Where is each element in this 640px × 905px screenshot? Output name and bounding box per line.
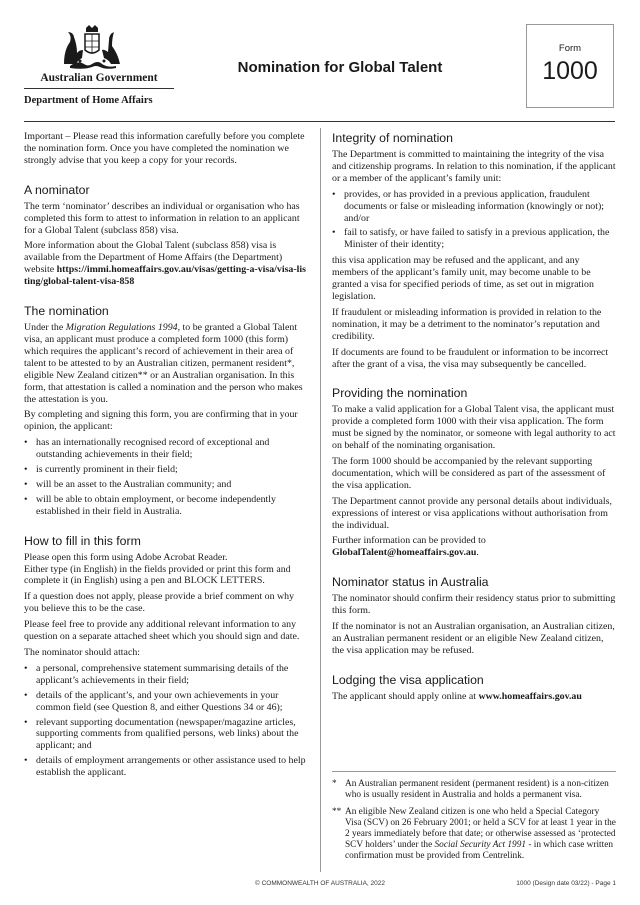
list-item: • will be an asset to the Australian community; and: [24, 479, 306, 491]
contact-email-link[interactable]: GlobalTalent@homeaffairs.gov.au: [332, 547, 477, 559]
status-heading: Nominator status in Australia: [332, 575, 489, 590]
attach-list: [24, 663, 306, 779]
department-name: Department of Home Affairs: [24, 95, 153, 106]
visa-info-link[interactable]: https://immi.homeaffairs.gov.au/visas/getting-a-visa/visa-listing/global-talent-visa-858: [24, 264, 306, 288]
integrity-paragraph: The Department is committed to maintaining the integrity of the visa and citizenship programs. In relation to this nomination, if the applicant or a member of the applicant’s family unit:: [332, 149, 616, 184]
refusal-paragraph: this visa application may be refused and the applicant, and any members of the applicant’s family unit, may become unable to be granted a visa for specified periods of time, as set out in migration legislation.: [332, 255, 594, 302]
page-info: 1000 (Design date 03/22) - Page 1: [516, 880, 616, 887]
providing-heading: Providing the nomination: [332, 386, 468, 401]
list-item: • provides, or has provided in a previous application, fraudulent documents or false or misleading information (knowingly or not); and/or: [332, 189, 616, 225]
status-refusal-paragraph: If the nominator is not an Australian organisation, an Australian citizen, an Australian permanent resident or an eligible New Zealand citizen, the visa application may be refused.: [332, 621, 615, 656]
the-nomination-heading: The nomination: [24, 304, 109, 319]
cancellation-paragraph: If documents are found to be fraudulent or information to be incorrect after the grant of a visa, the visa may subsequently be cancelled.: [332, 346, 609, 370]
how-to-fill-heading: How to fill in this form: [24, 533, 141, 548]
government-name: Australian Government: [40, 72, 158, 84]
list-item: • will be able to obtain employment, or become independently established in their field in Australia.: [24, 494, 306, 518]
nominator-info-paragraph: More information about the Global Talent (subclass 858) visa is available from the Department of Home Affairs (the Department) website https://immi.homeaffairs.gov.au/visas/getting-a-visa/visa-listing/global-talent-visa-858: [24, 240, 306, 288]
privacy-paragraph: The Department cannot provide any personal details about individuals, expressions of interest or visa applications without authorisation from the individual.: [332, 495, 612, 531]
copyright-text: © COMMONWEALTH OF AUSTRALIA, 2022: [255, 880, 385, 887]
list-item: • details of the applicant’s, and your own achievements in your common field (see Question 8, and either Questions 34 or 46);: [24, 690, 306, 714]
coat-of-arms-icon: [56, 24, 128, 72]
providing-paragraph: To make a valid application for a Global Talent visa, the applicant must provide a completed form 1000 with their visa application. The form must be signed by the nominator, or someone with legal authority to act on behalf of the nominating organisation.: [332, 404, 616, 452]
integrity-heading: Integrity of nomination: [332, 131, 453, 145]
form-title: Nomination for Global Talent: [237, 59, 443, 76]
how-to-fill-paragraph: Please open this form using Adobe Acrobat Reader. Either type (in English) in the fields provided or print this form and complete it (in English) using a pen and BLOCK LETTERS.: [24, 551, 291, 587]
confirmation-paragraph: By completing and signing this form, you are confirming that in your opinion, the applicant:: [24, 409, 298, 433]
status-paragraph: The nominator should confirm their residency status prior to submitting this form.: [332, 593, 616, 617]
lodging-heading: Lodging the visa application: [332, 672, 484, 687]
not-applicable-paragraph: If a question does not apply, please provide a brief comment on why you believe this to be the case.: [24, 591, 295, 615]
the-nomination-paragraph: Under the Migration Regulations 1994, to be granted a Global Talent visa, an applicant must produce a completed form 1000 (this form) which requires the applicant’s record of achievement in their area of talent to be attested to by an Australian citizen, permanent resident*, eligible New Zealand citizen** or an Australian organisation. In this form, that attestation is called a nomination and the person who makes the attestation is you.: [24, 322, 303, 405]
attach-paragraph: The nominator should attach:: [24, 647, 141, 658]
nominator-paragraph: The term ‘nominator’ describes an individual or organisation who has completed this form to attest to information in relation to an applicant for a Global Talent (subclass 858) visa.: [24, 200, 300, 236]
form-number-box: [526, 24, 614, 108]
integrity-list: [332, 189, 616, 252]
list-item: • is currently prominent in their field;: [24, 464, 306, 476]
government-name-rule: [24, 88, 174, 89]
form-number: 1000: [542, 57, 598, 85]
column-divider: [320, 128, 321, 872]
list-item: • details of employment arrangements or other assistance used to help establish the applicant.: [24, 755, 306, 779]
list-item: • relevant supporting documentation (newspaper/magazine articles, supporting comments from qualified persons, web links) about the applicant; and: [24, 717, 306, 753]
further-info-paragraph: Further information can be provided to GlobalTalent@homeaffairs.gov.au.: [332, 535, 486, 559]
form-label: Form: [558, 43, 582, 54]
left-column: [24, 131, 306, 783]
footnote-permanent-resident: * An Australian permanent resident (permanent resident) is a non-citizen who is usually resident in Australia and holds a permanent visa.: [332, 779, 609, 800]
list-item: • has an internationally recognised record of exceptional and outstanding achievements in their field;: [24, 437, 306, 461]
footnote-nz-citizen: ** An eligible New Zealand citizen is one who held a Special Category Visa (SCV) on 26 February 2001; or held a SCV for at least 1 year in the 2 years immediately before that date; or otherwise assessed as ‘protected SCV holders’ under the Social Security Act 1991 - in which case written confirmation must be provided from Centrelink.: [332, 807, 616, 861]
nominator-heading: A nominator: [24, 182, 90, 197]
right-column: [332, 131, 616, 707]
confirmation-list: [24, 437, 306, 517]
additional-info-paragraph: Please feel free to provide any additional relevant information to any question on a separate attached sheet which you should sign and date.: [24, 619, 300, 643]
lodging-paragraph: The applicant should apply online at www.homeaffairs.gov.au: [332, 690, 582, 702]
homeaffairs-link[interactable]: www.homeaffairs.gov.au: [478, 690, 582, 702]
intro-paragraph: Important – Please read this information carefully before you complete the nomination form. Once you have completed the nomination we strongly advise that you keep a copy for your records.: [24, 131, 305, 166]
supporting-docs-paragraph: The form 1000 should be accompanied by the relevant supporting documentation, which will be considered as part of the assessment of the visa application.: [332, 456, 606, 491]
footnotes: [332, 771, 616, 868]
page-header: [0, 0, 640, 122]
list-item: • a personal, comprehensive statement summarising details of the applicant’s achievements in their field;: [24, 663, 306, 687]
list-item: • fail to satisfy, or have failed to satisfy in a previous application, the Minister of their identity;: [332, 227, 616, 251]
header-divider: [24, 121, 615, 122]
fraud-paragraph: If fraudulent or misleading information is provided in relation to the nomination, it may be a detriment to the nominator’s reputation and credibility.: [332, 306, 602, 342]
